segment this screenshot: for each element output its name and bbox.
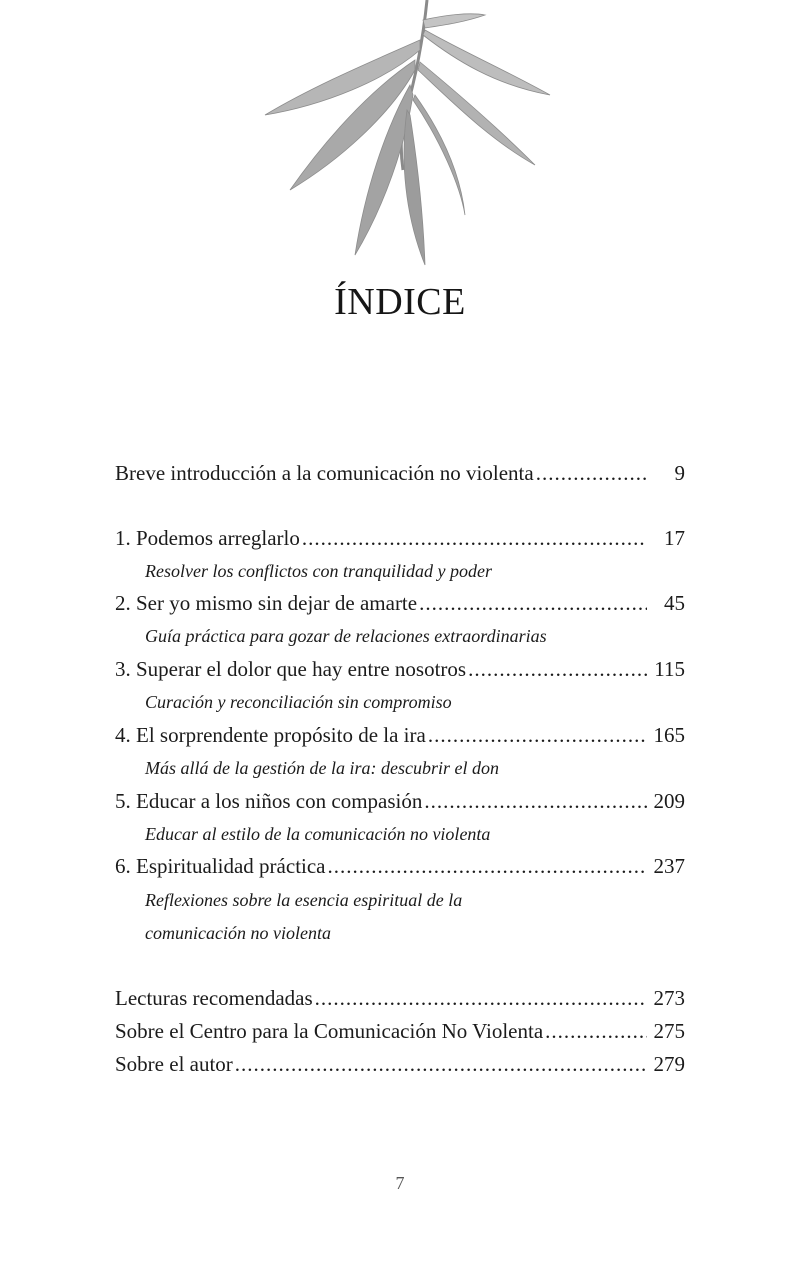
toc-entry-subtitle: Guía práctica para gozar de relaciones extraordinarias [145, 626, 547, 646]
toc-entry-label: Sobre el autor [115, 1052, 233, 1076]
toc-entry-page: 115 [654, 657, 685, 681]
toc-entry-subtitle: Resolver los conflictos con tranquilidad y poder [145, 561, 492, 581]
toc-entry-chapter-2[interactable] [115, 590, 685, 616]
toc-entry-label: Lecturas recomendadas [115, 986, 313, 1010]
leader-dots [468, 656, 647, 682]
toc-entry-label: 4. El sorprendente propósito de la ira [115, 723, 426, 747]
toc-entry-label: 3. Superar el dolor que hay entre nosotros [115, 657, 467, 681]
leader-dots [328, 853, 647, 879]
toc-entry-page: 279 [653, 1052, 685, 1076]
toc-entry-page: 275 [653, 1019, 685, 1043]
toc-entry-chapter-5[interactable] [115, 788, 685, 814]
page-number: 7 [395, 1173, 405, 1193]
toc-entry-author[interactable] [115, 1051, 685, 1077]
toc-entry-page: 17 [664, 526, 685, 550]
toc-entry-page: 273 [653, 986, 685, 1010]
leader-dots [315, 985, 647, 1011]
page-title: ÍNDICE [334, 281, 466, 323]
toc-entry-chapter-1[interactable] [115, 525, 685, 551]
toc-entry-center[interactable] [115, 1018, 685, 1044]
toc-entry-label: Sobre el Centro para la Comunicación No Violenta [115, 1019, 544, 1043]
toc-entry-page: 209 [653, 789, 685, 813]
palm-leaf-icon [255, 0, 555, 270]
leader-dots [545, 1018, 647, 1044]
toc-entry-page: 165 [653, 723, 685, 747]
toc-entry-label: Breve introducción a la comunicación no violenta [115, 461, 534, 485]
leader-dots [424, 788, 647, 814]
toc-entry-subtitle: Educar al estilo de la comunicación no violenta [145, 824, 491, 844]
leader-dots [302, 525, 647, 551]
toc-entry-subtitle: Más allá de la gestión de la ira: descubrir el don [145, 758, 499, 778]
toc-entry-label: 1. Podemos arreglarlo [115, 526, 300, 550]
toc-entry-chapter-4[interactable] [115, 722, 685, 748]
leader-dots [419, 590, 647, 616]
toc-entry-page: 45 [664, 591, 685, 615]
toc-entry-label: 2. Ser yo mismo sin dejar de amarte [115, 591, 418, 615]
leader-dots [428, 722, 647, 748]
toc-entry-subtitle: Curación y reconciliación sin compromiso [145, 692, 452, 712]
toc-entry-label: 5. Educar a los niños con compasión [115, 789, 423, 813]
leader-dots [536, 460, 647, 486]
toc-entry-page: 237 [653, 854, 685, 878]
toc-entry-label: 6. Espiritualidad práctica [115, 854, 326, 878]
toc-entry-intro[interactable] [115, 460, 685, 486]
toc-entry-readings[interactable] [115, 985, 685, 1011]
leader-dots [235, 1051, 647, 1077]
toc-entry-chapter-3[interactable] [115, 656, 685, 682]
toc-entry-subtitle: Reflexiones sobre la esencia espiritual de la [145, 890, 463, 910]
toc-entry-chapter-6[interactable] [115, 853, 685, 879]
toc-entry-subtitle: comunicación no violenta [145, 923, 331, 943]
toc-entry-page: 9 [674, 461, 685, 485]
